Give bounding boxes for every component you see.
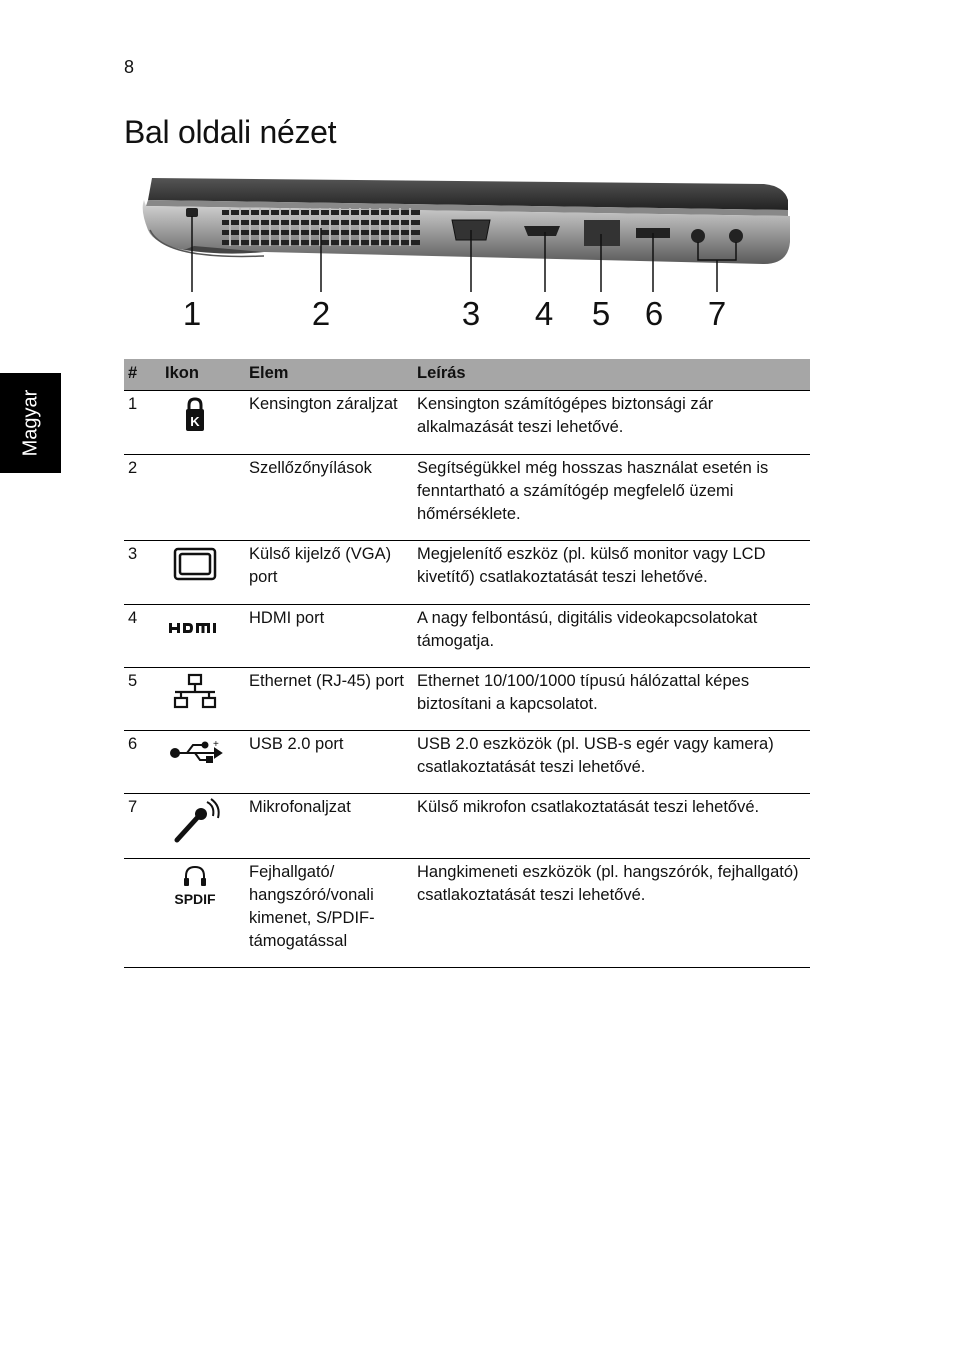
- spdif-label: SPDIF: [174, 891, 216, 907]
- row-desc: Ethernet 10/100/1000 típusú hálózattal képes biztosítani a kapcsolatot.: [413, 668, 810, 731]
- vga-monitor-icon: [165, 543, 225, 585]
- row-elem: Ethernet (RJ-45) port: [245, 668, 413, 731]
- ethernet-network-icon: [165, 670, 225, 712]
- row-desc: Segítségükkel még hosszas használat esetén is fenntartható a számítógép megfelelő üzemi hőmérséklete.: [413, 455, 810, 541]
- language-side-tab-label: Magyar: [19, 389, 41, 457]
- page-number: 8: [124, 57, 135, 77]
- row-elem: Külső kijelző (VGA) port: [245, 541, 413, 605]
- row-num: 3: [124, 541, 161, 605]
- table-row: [124, 605, 810, 668]
- row-desc: Hangkimeneti eszközök (pl. hangszórók, fejhallgató) csatlakoztatását teszi lehetővé.: [413, 859, 810, 968]
- row-desc: USB 2.0 eszközök (pl. USB-s egér vagy kamera) csatlakoztatását teszi lehetővé.: [413, 731, 810, 794]
- usb-icon: [165, 733, 225, 769]
- ports-table: [124, 359, 810, 968]
- header-elem: Elem: [245, 359, 413, 391]
- row-elem: Kensington záraljzat: [245, 391, 413, 455]
- table-row: [124, 794, 810, 859]
- table-row: [124, 391, 810, 455]
- table-row: [124, 668, 810, 731]
- svg-text:K: K: [190, 414, 200, 429]
- table-header-row: [124, 359, 810, 391]
- row-num: 5: [124, 668, 161, 731]
- header-num: #: [124, 359, 161, 391]
- kensington-lock-icon: [165, 393, 225, 435]
- kensington-slot-drawing: [186, 208, 198, 217]
- row-elem: Mikrofonaljzat: [245, 794, 413, 859]
- svg-text:+: +: [213, 739, 219, 750]
- row-num: 2: [124, 455, 161, 541]
- row-num: 6: [124, 731, 161, 794]
- callout-1: 1: [182, 295, 202, 332]
- laptop-left-side-illustration: [124, 170, 810, 340]
- row-num: 4: [124, 605, 161, 668]
- callout-4: 4: [534, 295, 554, 332]
- callout-7: 7: [707, 295, 727, 332]
- callout-5: 5: [591, 295, 611, 332]
- row-num: [124, 859, 161, 968]
- hdmi-port-drawing: [524, 226, 560, 236]
- callout-3: 3: [461, 295, 481, 332]
- microphone-icon: [165, 796, 225, 844]
- row-elem: HDMI port: [245, 605, 413, 668]
- ethernet-port-drawing: [584, 220, 620, 246]
- header-desc: Leírás: [413, 359, 810, 391]
- row-elem: USB 2.0 port: [245, 731, 413, 794]
- row-elem: Fejhallgató/ hangszóró/vonali kimenet, S/PDIF-támogatással: [245, 859, 413, 968]
- row-elem: Szellőzőnyílások: [245, 455, 413, 541]
- row-num: 7: [124, 794, 161, 859]
- headphone-jack-drawing: [729, 229, 743, 243]
- callout-2: 2: [311, 295, 331, 332]
- row-num: 1: [124, 391, 161, 455]
- table-row: [124, 859, 810, 968]
- hdmi-icon: [165, 607, 225, 645]
- language-side-tab: [0, 373, 61, 473]
- table-row: [124, 731, 810, 794]
- callout-6: 6: [644, 295, 664, 332]
- table-row: [124, 541, 810, 605]
- header-icon: Ikon: [161, 359, 245, 391]
- row-desc: Kensington számítógépes biztonsági zár alkalmazását teszi lehetővé.: [413, 391, 810, 455]
- headphone-spdif-icon: [165, 861, 225, 909]
- table-row: [124, 455, 810, 541]
- page-title: Bal oldali nézet: [124, 114, 337, 150]
- row-desc: A nagy felbontású, digitális videokapcsolatokat támogatja.: [413, 605, 810, 668]
- row-desc: Megjelenítő eszköz (pl. külső monitor vagy LCD kivetítő) csatlakoztatását teszi lehetővé.: [413, 541, 810, 605]
- microphone-jack-drawing: [691, 229, 705, 243]
- row-desc: Külső mikrofon csatlakoztatását teszi lehetővé.: [413, 794, 810, 859]
